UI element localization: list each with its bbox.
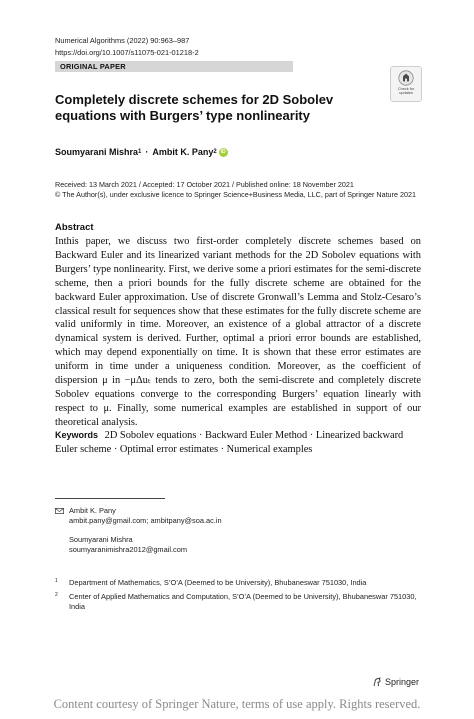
author-name[interactable]: Ambit K. Pany [152,147,214,157]
check-updates-label: Check for updates [397,87,415,96]
springer-logo [372,677,419,687]
doi-link[interactable]: https://doi.org/10.1007/s11075-021-01218-2 [55,48,199,57]
author-name[interactable]: Soumyarani Mishra [55,147,139,157]
envelope-icon [55,508,64,514]
affiliation-text: Department of Mathematics, S’O’A (Deemed to be University), Bhubaneswar 751030, India [69,578,367,587]
springer-horse-icon [372,677,382,687]
courtesy-notice: Content courtesy of Springer Nature, terms of use apply. Rights reserved. [53,697,421,711]
abstract-body: Inthis paper, we discuss two first-order completely discrete schemes based on Backward Euler and its linearized variant methods for the 2D Sobolev equations with Burgers’ type nonlinearity. First, we derive some a priori estimates for the semi-discrete scheme, then a priori bounds for the fully discrete scheme are obtained for the backward Euler approximation. Use of discrete Gronwall’s Lemma and Stolz-Cesaro’s classical result for sequences show that these estimates for the fully discrete scheme are valid uniformly in time. Moreover, an existence of a global attractor of a discrete dynamical system is derived. Further, optimal a priori error bounds are established, which may depend exponentially on time. It is shown that these error estimates are uniform in time under a uniqueness condition. Moreover, as the coefficient of dispersion μ in −μΔuₜ tends to zero, both the semi-discrete and completely discrete Sobolev equations converge to the corresponding Burgers’ equation linearly with respect to μ. Finally, some numerical examples are established in support of our theoretical analysis. [55,236,421,428]
author-affiliation-ref: 2 [213,149,217,155]
keywords-label: Keywords [55,430,99,440]
publication-dates: Received: 13 March 2021 / Accepted: 17 October 2021 / Published online: 18 November 2021 [55,180,354,189]
affiliation-2 [55,592,421,612]
check-updates-icon [398,70,414,86]
journal-citation: Numerical Algorithms (2022) 90:963–987 [55,36,190,45]
copyright-notice: © The Author(s), under exclusive licence to Springer Science+Business Media, LLC, part of Springer Nature 2021 [55,190,416,199]
affiliation-text: Center of Applied Mathematics and Computation, S’O’A (Deemed to be University), Bhubaneswar 751030, India [69,592,417,611]
coauthor-name: Soumyarani Mishra [69,535,133,544]
affiliation-number: 2 [55,592,58,598]
coauthor-email[interactable]: soumyaranimishra2012@gmail.com [69,545,187,554]
corresponding-author-email[interactable]: ambit.pany@gmail.com; ambitpany@soa.ac.in [69,516,222,525]
footnote-divider [55,498,165,499]
abstract-heading: Abstract [55,222,94,233]
author-affiliation-ref: 1 [138,149,142,155]
keywords-block [55,429,421,457]
affiliation-1 [55,578,421,588]
author-separator: · [145,147,149,157]
paper-title: Completely discrete schemes for 2D Sobolev equations with Burgers’ type nonlinearity [55,92,334,123]
affiliation-number: 1 [55,578,58,584]
correspondence-block [55,506,222,555]
orcid-icon[interactable]: iD [220,148,226,155]
publisher-name: Springer [385,677,420,687]
paper-type-label: ORIGINAL PAPER [60,62,126,71]
author-list [55,147,228,157]
keywords-text: 2D Sobolev equations · Backward Euler Method · Linearized backward Euler scheme · Optimal error estimates · Numerical examples [55,430,404,455]
check-for-updates-badge[interactable] [390,66,422,102]
corresponding-author-name: Ambit K. Pany [69,506,116,515]
